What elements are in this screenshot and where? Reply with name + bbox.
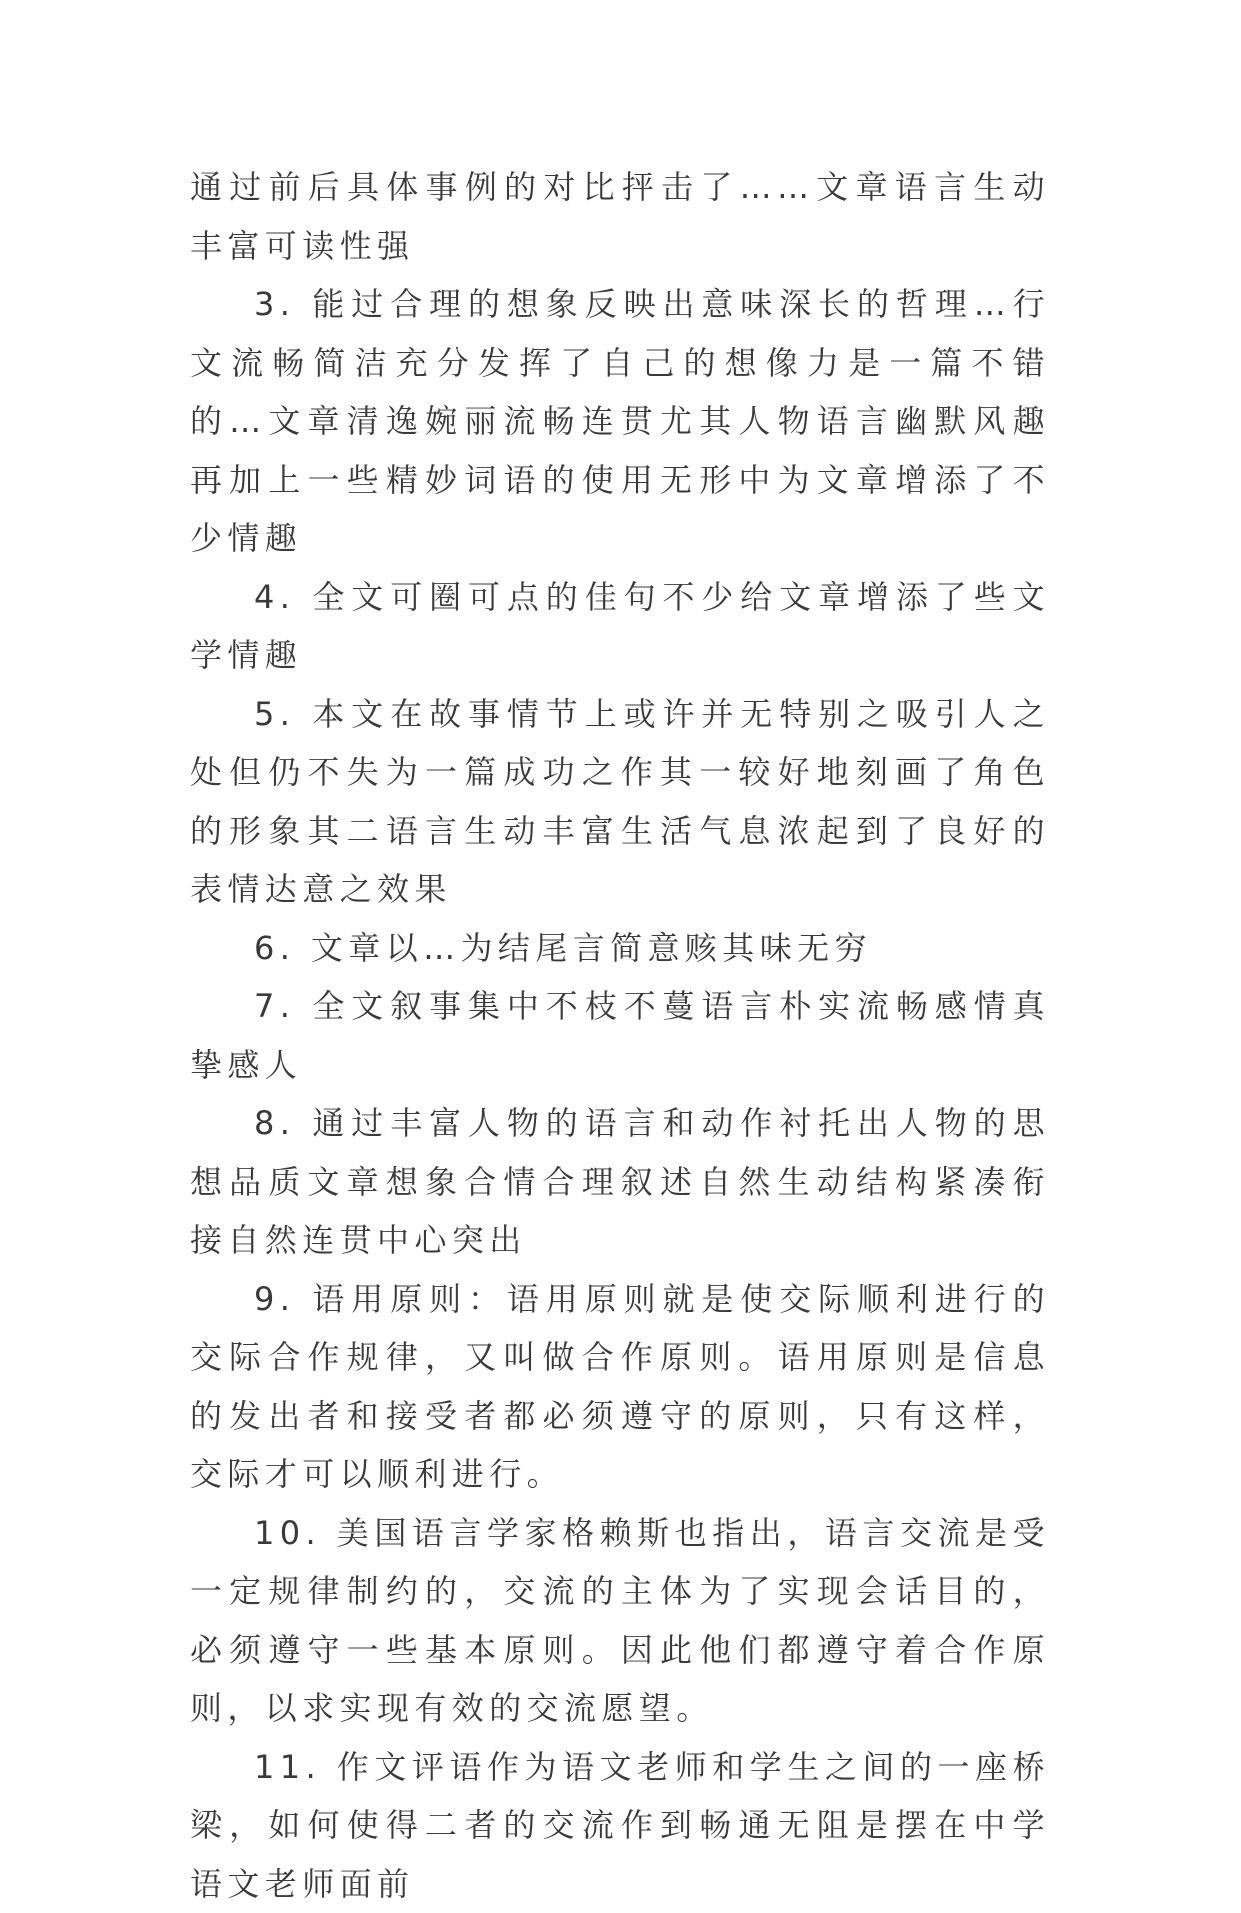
- paragraph-item-5: 5. 本文在故事情节上或许并无特别之吸引人之处但仍不失为一篇成功之作其一较好地刻画了角色的形象其二语言生动丰富生活气息浓起到了良好的表情达意之效果: [190, 685, 1050, 919]
- paragraph-continuation: 通过前后具体事例的对比抨击了……文章语言生动丰富可读性强: [190, 158, 1050, 275]
- paragraph-item-7: 7. 全文叙事集中不枝不蔓语言朴实流畅感情真挚感人: [190, 977, 1050, 1094]
- paragraph-item-9: 9. 语用原则：语用原则就是使交际顺利进行的交际合作规律，又叫做合作原则。语用原则是信息的发出者和接受者都必须遵守的原则，只有这样，交际才可以顺利进行。: [190, 1270, 1050, 1504]
- paragraph-item-6: 6. 文章以…为结尾言简意赅其味无穷: [190, 919, 1050, 978]
- paragraph-item-3: 3. 能过合理的想象反映出意味深长的哲理…行文流畅简洁充分发挥了自己的想像力是一篇不错的…文章清逸婉丽流畅连贯尤其人物语言幽默风趣再加上一些精妙词语的使用无形中为文章增添了不少情趣: [190, 275, 1050, 568]
- paragraph-item-8: 8. 通过丰富人物的语言和动作衬托出人物的思想品质文章想象合情合理叙述自然生动结构紧凑衔接自然连贯中心突出: [190, 1094, 1050, 1270]
- paragraph-item-11: 11. 作文评语作为语文老师和学生之间的一座桥梁，如何使得二者的交流作到畅通无阻是摆在中学语文老师面前: [190, 1738, 1050, 1913]
- body-text: [190, 158, 1050, 1913]
- paragraph-item-4: 4. 全文可圈可点的佳句不少给文章增添了些文学情趣: [190, 568, 1050, 685]
- paragraph-item-10: 10. 美国语言学家格赖斯也指出，语言交流是受一定规律制约的，交流的主体为了实现会话目的，必须遵守一些基本原则。因此他们都遵守着合作原则，以求实现有效的交流愿望。: [190, 1504, 1050, 1738]
